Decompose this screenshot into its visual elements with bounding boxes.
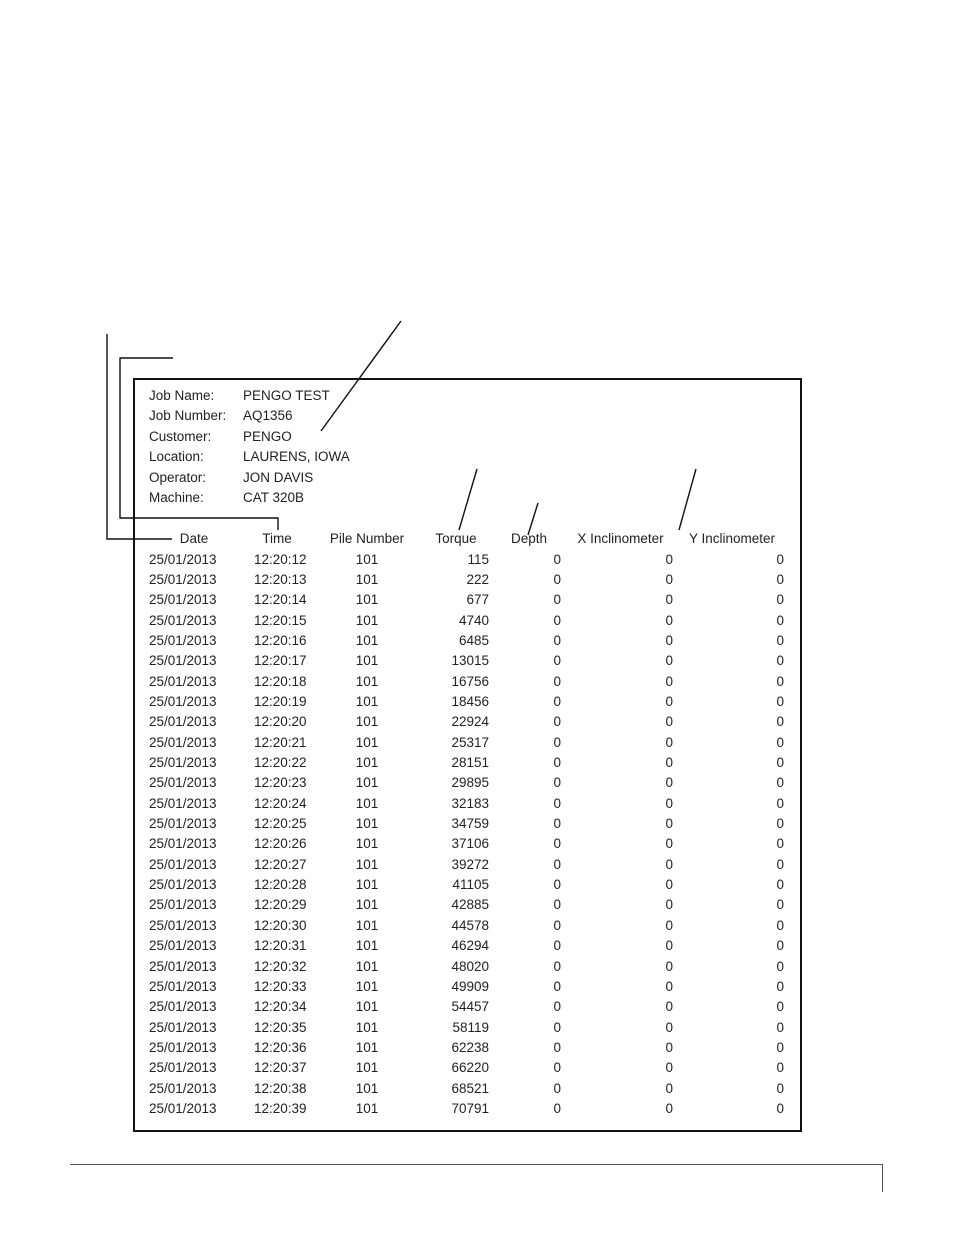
cell-torque: 46294	[451, 938, 489, 954]
cell-y-inclinometer: 0	[776, 1100, 784, 1116]
cell-y-inclinometer: 0	[776, 917, 784, 933]
cell-date: 25/01/2013	[149, 632, 217, 648]
cell-pile-number: 101	[355, 653, 379, 669]
cell-date: 25/01/2013	[149, 1100, 217, 1116]
cell-date: 25/01/2013	[149, 693, 217, 709]
cell-time: 12:20:34	[254, 999, 307, 1015]
cell-pile-number: 101	[355, 816, 379, 832]
column-header-x-inclinometer: X Inclinometer	[577, 531, 664, 546]
cell-pile-number: 101	[355, 571, 379, 587]
job-field-label: Job Number:	[149, 408, 227, 424]
cell-depth: 0	[553, 571, 561, 587]
cell-date: 25/01/2013	[149, 958, 217, 974]
cell-torque: 18456	[451, 693, 489, 709]
cell-time: 12:20:17	[254, 653, 307, 669]
cell-x-inclinometer: 0	[665, 938, 673, 954]
cell-pile-number: 101	[355, 958, 379, 974]
cell-x-inclinometer: 0	[665, 612, 673, 628]
cell-x-inclinometer: 0	[665, 775, 673, 791]
cell-torque: 68521	[451, 1080, 489, 1096]
cell-x-inclinometer: 0	[665, 755, 673, 770]
cell-torque: 70791	[451, 1100, 489, 1116]
cell-depth: 0	[553, 653, 561, 669]
cell-x-inclinometer: 0	[665, 551, 673, 567]
cell-depth: 0	[553, 836, 561, 852]
cell-date: 25/01/2013	[149, 551, 217, 567]
cell-x-inclinometer: 0	[665, 958, 673, 974]
cell-y-inclinometer: 0	[776, 612, 784, 628]
cell-y-inclinometer: 0	[776, 1080, 784, 1096]
cell-x-inclinometer: 0	[665, 795, 673, 811]
column-header-time: Time	[262, 531, 292, 546]
job-field-value: PENGO TEST	[243, 388, 330, 403]
cell-pile-number: 101	[355, 978, 379, 994]
cell-torque: 44578	[451, 917, 489, 933]
cell-date: 25/01/2013	[149, 755, 217, 770]
cell-torque: 6485	[458, 632, 489, 648]
cell-torque: 13015	[451, 653, 489, 669]
cell-depth: 0	[553, 693, 561, 709]
cell-time: 12:20:32	[254, 958, 307, 974]
cell-x-inclinometer: 0	[665, 877, 673, 893]
cell-x-inclinometer: 0	[665, 816, 673, 832]
cell-x-inclinometer: 0	[665, 1060, 673, 1076]
cell-date: 25/01/2013	[149, 714, 217, 730]
cell-y-inclinometer: 0	[776, 1060, 784, 1076]
cell-y-inclinometer: 0	[776, 856, 784, 872]
cell-pile-number: 101	[355, 1100, 379, 1116]
cell-time: 12:20:13	[254, 571, 307, 587]
cell-torque: 48020	[451, 958, 489, 974]
cell-time: 12:20:14	[254, 592, 307, 608]
cell-date: 25/01/2013	[149, 775, 217, 791]
cell-depth: 0	[553, 714, 561, 730]
cell-pile-number: 101	[355, 836, 379, 852]
cell-torque: 54457	[451, 999, 489, 1015]
cell-x-inclinometer: 0	[665, 836, 673, 852]
cell-date: 25/01/2013	[149, 592, 217, 608]
cell-time: 12:20:35	[254, 1019, 307, 1035]
cell-time: 12:20:33	[254, 978, 307, 994]
cell-depth: 0	[553, 1019, 561, 1035]
cell-x-inclinometer: 0	[665, 693, 673, 709]
cell-y-inclinometer: 0	[776, 816, 784, 832]
cell-pile-number: 101	[355, 1060, 379, 1076]
cell-date: 25/01/2013	[149, 612, 217, 628]
cell-date: 25/01/2013	[149, 836, 217, 852]
cell-date: 25/01/2013	[149, 653, 217, 669]
cell-y-inclinometer: 0	[776, 734, 784, 750]
cell-torque: 222	[466, 571, 489, 587]
cell-time: 12:20:27	[254, 856, 307, 872]
cell-date: 25/01/2013	[149, 571, 217, 587]
cell-y-inclinometer: 0	[776, 755, 784, 770]
cell-y-inclinometer: 0	[776, 958, 784, 974]
column-header-torque: Torque	[435, 531, 477, 546]
cell-pile-number: 101	[355, 1039, 379, 1055]
cell-pile-number: 101	[355, 714, 379, 730]
cell-depth: 0	[553, 775, 561, 791]
cell-y-inclinometer: 0	[776, 775, 784, 791]
cell-torque: 37106	[451, 836, 489, 852]
cell-torque: 34759	[451, 816, 489, 832]
cell-y-inclinometer: 0	[776, 653, 784, 669]
cell-time: 12:20:18	[254, 673, 307, 689]
cell-torque: 62238	[451, 1039, 489, 1055]
job-field-label: Job Name:	[149, 388, 215, 403]
cell-torque: 29895	[451, 775, 489, 791]
cell-time: 12:20:37	[254, 1060, 307, 1076]
cell-x-inclinometer: 0	[665, 571, 673, 587]
cell-depth: 0	[553, 1060, 561, 1076]
cell-x-inclinometer: 0	[665, 856, 673, 872]
cell-x-inclinometer: 0	[665, 1039, 673, 1055]
cell-pile-number: 101	[355, 877, 379, 893]
cell-time: 12:20:19	[254, 693, 307, 709]
cell-pile-number: 101	[355, 551, 379, 567]
cell-depth: 0	[553, 673, 561, 689]
cell-x-inclinometer: 0	[665, 1080, 673, 1096]
column-header-depth: Depth	[510, 531, 548, 546]
cell-depth: 0	[553, 958, 561, 974]
job-field-value: AQ1356	[243, 408, 293, 424]
cell-depth: 0	[553, 917, 561, 933]
cell-time: 12:20:39	[254, 1100, 307, 1116]
cell-x-inclinometer: 0	[665, 653, 673, 669]
cell-depth: 0	[553, 999, 561, 1015]
cell-y-inclinometer: 0	[776, 673, 784, 689]
cell-depth: 0	[553, 938, 561, 954]
cell-x-inclinometer: 0	[665, 1019, 673, 1035]
cell-y-inclinometer: 0	[776, 836, 784, 852]
cell-torque: 115	[467, 551, 489, 567]
cell-x-inclinometer: 0	[665, 999, 673, 1015]
cell-pile-number: 101	[355, 734, 379, 750]
cell-y-inclinometer: 0	[776, 938, 784, 954]
cell-pile-number: 101	[355, 592, 379, 608]
cell-depth: 0	[553, 856, 561, 872]
cell-x-inclinometer: 0	[665, 897, 673, 913]
cell-date: 25/01/2013	[149, 999, 217, 1015]
cell-x-inclinometer: 0	[665, 632, 673, 648]
footer-rule	[70, 1164, 883, 1165]
cell-date: 25/01/2013	[149, 856, 217, 872]
cell-pile-number: 101	[355, 795, 379, 811]
cell-torque: 42885	[451, 897, 489, 913]
cell-date: 25/01/2013	[149, 978, 217, 994]
cell-pile-number: 101	[355, 999, 379, 1015]
cell-depth: 0	[553, 612, 561, 628]
cell-pile-number: 101	[355, 775, 379, 791]
cell-y-inclinometer: 0	[776, 714, 784, 730]
cell-time: 12:20:23	[254, 775, 307, 791]
cell-time: 12:20:24	[254, 795, 307, 811]
cell-y-inclinometer: 0	[776, 877, 784, 893]
cell-depth: 0	[553, 816, 561, 832]
cell-date: 25/01/2013	[149, 734, 217, 750]
cell-date: 25/01/2013	[149, 938, 217, 954]
cell-date: 25/01/2013	[149, 795, 217, 811]
cell-pile-number: 101	[355, 938, 379, 954]
footer-rule-tick	[882, 1164, 883, 1192]
cell-torque: 32183	[451, 795, 489, 811]
cell-torque: 4740	[458, 612, 489, 628]
cell-depth: 0	[553, 755, 561, 770]
cell-y-inclinometer: 0	[776, 551, 784, 567]
job-field-label: Operator:	[149, 469, 207, 485]
cell-torque: 22924	[451, 714, 489, 730]
cell-y-inclinometer: 0	[776, 571, 784, 587]
cell-date: 25/01/2013	[149, 1039, 217, 1055]
cell-depth: 0	[553, 1080, 561, 1096]
cell-x-inclinometer: 0	[665, 917, 673, 933]
cell-time: 12:20:29	[254, 897, 307, 913]
job-field-value: CAT 320B	[243, 490, 305, 505]
cell-depth: 0	[553, 1100, 561, 1116]
cell-pile-number: 101	[355, 755, 379, 770]
cell-x-inclinometer: 0	[665, 592, 673, 608]
cell-time: 12:20:25	[254, 816, 307, 832]
cell-torque: 16756	[451, 673, 489, 689]
cell-pile-number: 101	[355, 897, 379, 913]
cell-time: 12:20:36	[254, 1039, 307, 1055]
cell-pile-number: 101	[355, 856, 379, 872]
job-field-label: Location:	[149, 449, 204, 465]
cell-date: 25/01/2013	[149, 1019, 217, 1035]
cell-time: 12:20:22	[254, 755, 307, 770]
cell-torque: 28151	[451, 755, 489, 770]
cell-time: 12:20:30	[254, 917, 307, 933]
cell-y-inclinometer: 0	[776, 795, 784, 811]
cell-pile-number: 101	[355, 1019, 379, 1035]
cell-depth: 0	[553, 877, 561, 893]
cell-time: 12:20:21	[254, 734, 307, 750]
cell-date: 25/01/2013	[149, 673, 217, 689]
cell-y-inclinometer: 0	[776, 1039, 784, 1055]
cell-torque: 58119	[452, 1019, 489, 1035]
job-field-value: JON DAVIS	[243, 469, 314, 485]
cell-depth: 0	[553, 897, 561, 913]
cell-depth: 0	[553, 795, 561, 811]
cell-pile-number: 101	[355, 1080, 379, 1096]
cell-depth: 0	[553, 592, 561, 608]
cell-date: 25/01/2013	[149, 1080, 217, 1096]
cell-date: 25/01/2013	[149, 917, 217, 933]
cell-torque: 677	[466, 592, 489, 608]
cell-depth: 0	[553, 551, 561, 567]
cell-x-inclinometer: 0	[665, 1100, 673, 1116]
cell-x-inclinometer: 0	[665, 673, 673, 689]
cell-date: 25/01/2013	[149, 897, 217, 913]
cell-time: 12:20:38	[254, 1080, 307, 1096]
cell-y-inclinometer: 0	[776, 1019, 784, 1035]
cell-pile-number: 101	[355, 673, 379, 689]
cell-depth: 0	[553, 978, 561, 994]
job-field-label: Machine:	[149, 490, 204, 505]
cell-time: 12:20:15	[254, 612, 307, 628]
column-header-pile-number: Pile Number	[329, 531, 405, 546]
cell-pile-number: 101	[355, 632, 379, 648]
cell-pile-number: 101	[355, 917, 379, 933]
cell-torque: 39272	[451, 856, 489, 872]
job-field-value: LAURENS, IOWA	[243, 449, 350, 465]
cell-time: 12:20:28	[254, 877, 307, 893]
cell-torque: 49909	[451, 978, 489, 994]
cell-y-inclinometer: 0	[776, 978, 784, 994]
cell-y-inclinometer: 0	[776, 999, 784, 1015]
column-header-date: Date	[179, 531, 209, 546]
cell-date: 25/01/2013	[149, 816, 217, 832]
cell-date: 25/01/2013	[149, 1060, 217, 1076]
job-field-value: PENGO	[243, 428, 292, 444]
cell-time: 12:20:26	[254, 836, 307, 852]
cell-date: 25/01/2013	[149, 877, 217, 893]
column-header-y-inclinometer: Y Inclinometer	[688, 531, 776, 546]
cell-y-inclinometer: 0	[776, 632, 784, 648]
cell-pile-number: 101	[355, 612, 379, 628]
cell-y-inclinometer: 0	[776, 693, 784, 709]
cell-torque: 25317	[451, 734, 489, 750]
cell-depth: 0	[553, 734, 561, 750]
cell-time: 12:20:12	[254, 551, 307, 567]
cell-y-inclinometer: 0	[776, 592, 784, 608]
cell-time: 12:20:20	[254, 714, 307, 730]
job-field-label: Customer:	[149, 428, 212, 444]
cell-time: 12:20:31	[254, 938, 307, 954]
cell-torque: 41105	[452, 877, 489, 893]
cell-depth: 0	[553, 1039, 561, 1055]
cell-time: 12:20:16	[254, 632, 307, 648]
cell-y-inclinometer: 0	[776, 897, 784, 913]
cell-torque: 66220	[451, 1060, 489, 1076]
cell-pile-number: 101	[355, 693, 379, 709]
cell-depth: 0	[553, 632, 561, 648]
cell-x-inclinometer: 0	[665, 734, 673, 750]
cell-x-inclinometer: 0	[665, 978, 673, 994]
cell-x-inclinometer: 0	[665, 714, 673, 730]
